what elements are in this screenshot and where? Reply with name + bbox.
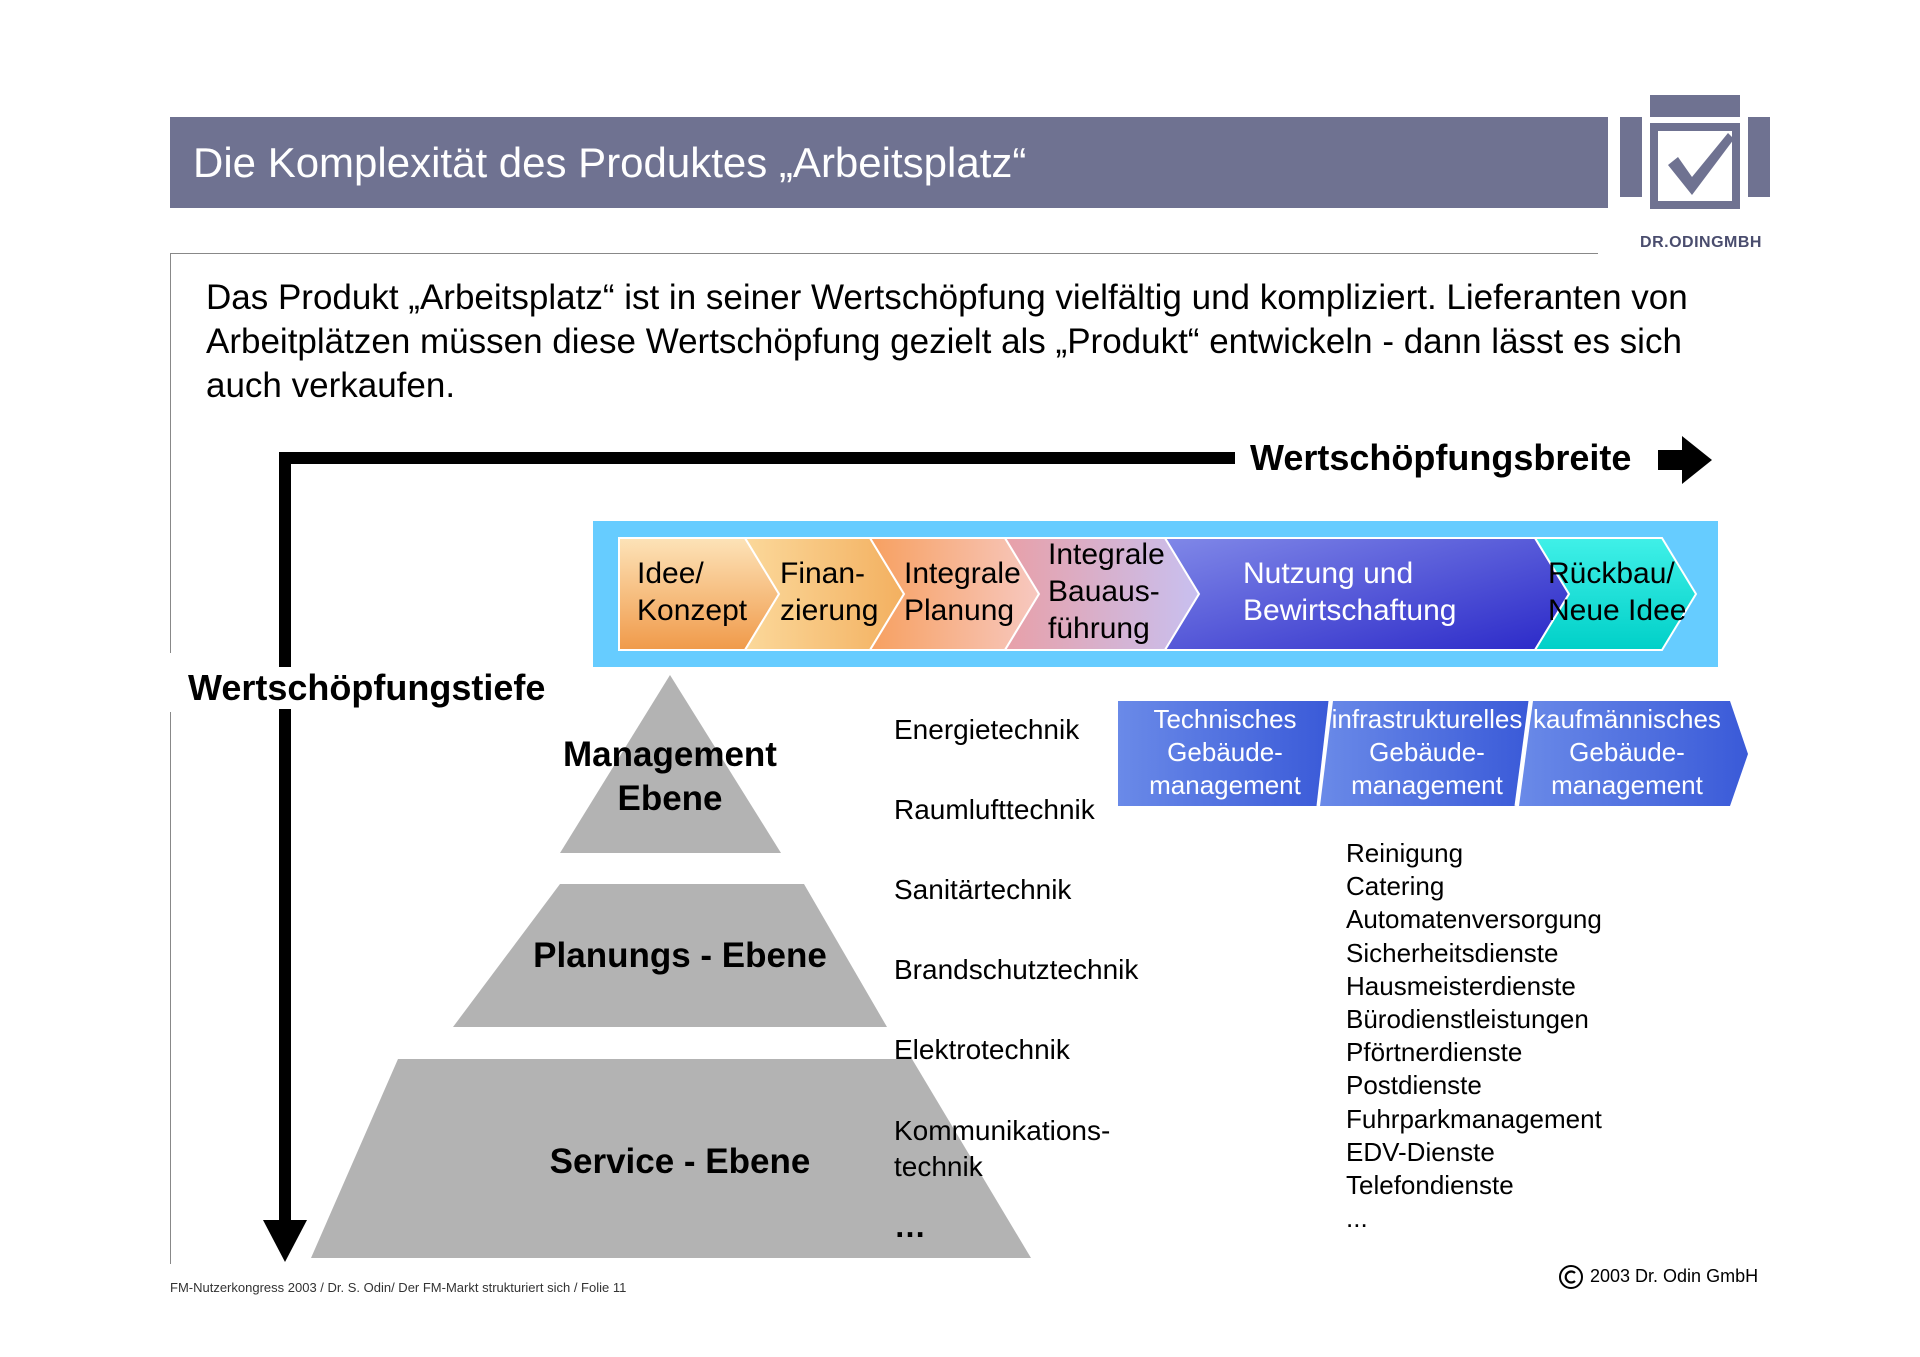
- footer-caption: FM-Nutzerkongress 2003 / Dr. S. Odin/ Der FM-Markt strukturiert sich / Folie 11: [170, 1280, 627, 1295]
- logo-text: DR.ODINGMBH: [1640, 234, 1762, 251]
- technik-item: Sanitärtechnik: [894, 874, 1072, 905]
- technik-item: technik: [894, 1151, 983, 1182]
- phase-label-2: Finan- zierung: [780, 557, 879, 627]
- fm-label-3: kaufmännisches Gebäude- management: [1533, 704, 1721, 800]
- list-item: EDV-Dienste: [1346, 1136, 1495, 1167]
- list-item: Fuhrparkmanagement: [1346, 1103, 1602, 1134]
- list-item: Telefondienste: [1346, 1170, 1514, 1201]
- tiefe-label: Wertschöpfungstiefe: [184, 667, 549, 709]
- list-item: Catering: [1346, 871, 1445, 902]
- copyright-icon: [1558, 1264, 1584, 1290]
- list-item: Hausmeisterdienste: [1346, 970, 1576, 1001]
- copyright-text: 2003 Dr. Odin GmbH: [1590, 1265, 1759, 1286]
- list-item: Automatenversorgung: [1346, 904, 1602, 935]
- technik-item: Brandschutztechnik: [894, 954, 1139, 985]
- list-item: Sicherheitsdienste: [1346, 937, 1559, 968]
- level-label-management: Management Ebene: [563, 735, 777, 818]
- intro-paragraph: Das Produkt „Arbeitsplatz“ ist in seiner Wertschöpfung vielfältig und kompliziert. Lieferanten von Arbeitplätzen müssen diese Wertschöpfung gezielt als „Produkt“ entwickeln - dann lässt es sich auch verkaufen.: [206, 278, 1688, 405]
- phase-label-1: Idee/ Konzept: [637, 557, 748, 627]
- phase-label-6: Rückbau/ Neue Idee: [1548, 557, 1687, 627]
- technik-item: Elektrotechnik: [894, 1034, 1070, 1065]
- list-item: Pförtnerdienste: [1346, 1037, 1523, 1068]
- fm-label-1: Technisches Gebäude- management: [1149, 704, 1301, 800]
- phase-label-3: Integrale Planung: [904, 557, 1021, 627]
- page-title: Die Komplexität des Produktes „Arbeitsplatz“: [193, 139, 1027, 186]
- level-label-service: Service - Ebene: [549, 1142, 811, 1181]
- footer-copyright: [1558, 1264, 1758, 1290]
- technik-item: Energietechnik: [894, 714, 1080, 745]
- technik-item: Raumlufttechnik: [894, 794, 1095, 825]
- technik-ellipsis: …: [894, 1208, 930, 1244]
- services-list: [1346, 837, 1602, 1235]
- list-item: Reinigung: [1346, 838, 1464, 868]
- fm-label-2: infrastrukturelles Gebäude- management: [1331, 704, 1523, 800]
- level-label-planung: Planungs - Ebene: [533, 936, 827, 975]
- list-item: Postdienste: [1346, 1070, 1482, 1101]
- phase-label-5: Nutzung und Bewirtschaftung: [1243, 557, 1457, 627]
- breite-label: Wertschöpfungsbreite: [1250, 437, 1632, 478]
- technik-item: Kommunikations-: [894, 1115, 1111, 1146]
- list-item: ...: [1346, 1203, 1368, 1234]
- list-item: Bürodienstleistungen: [1346, 1004, 1589, 1035]
- phase-label-4: Integrale Bauaus- führung: [1048, 538, 1165, 645]
